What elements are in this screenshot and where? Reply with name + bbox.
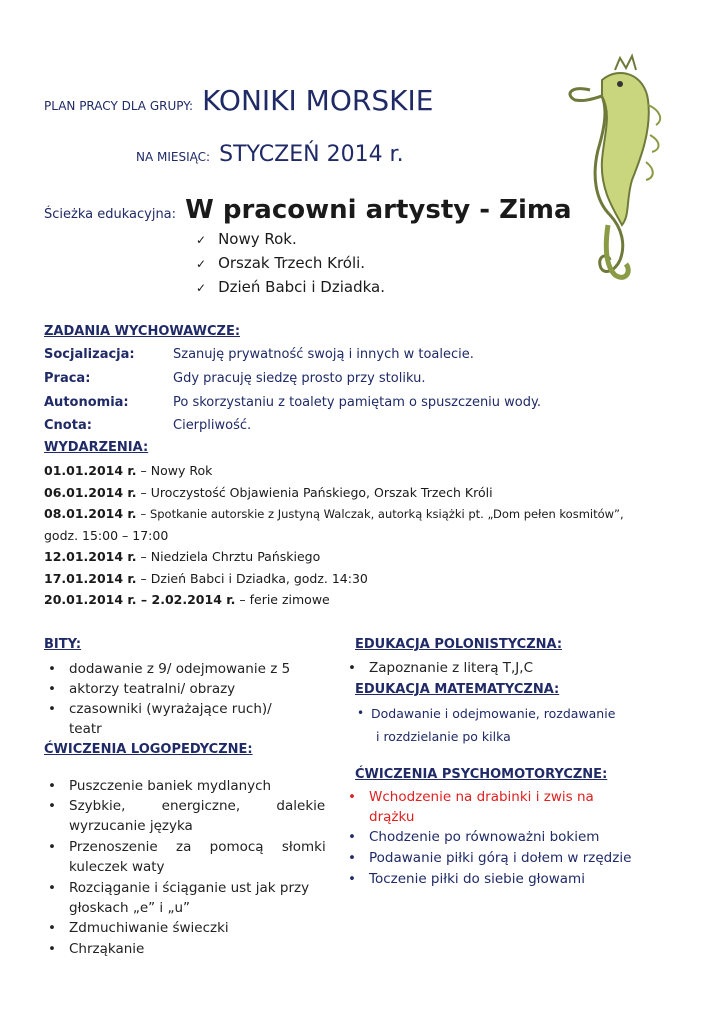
psycho-title: ĆWICZENIA PSYCHOMOTORYCZNE: (355, 767, 608, 782)
list-bullet: • (348, 850, 356, 866)
list-item: Podawanie piłki górą i dołem w rzędzie (369, 850, 632, 866)
event-row (44, 506, 624, 521)
list-item: wyrzucanie języka (69, 818, 193, 834)
task-label: Socjalizacja: (44, 347, 135, 362)
event-row (44, 485, 493, 500)
month-label: NA MIESIĄC: (136, 150, 211, 164)
list-item: Chodzenie po równoważni bokiem (369, 829, 600, 845)
task-value: Cierpliwość. (173, 418, 252, 433)
list-item: Chrząkanie (69, 941, 145, 957)
task-label: Cnota: (44, 418, 92, 433)
task-value: Gdy pracuję siedzę prosto przy stoliku. (173, 371, 426, 386)
bity-title: BITY: (44, 637, 82, 652)
theme-text: Dzień Babci i Dziadka. (218, 278, 385, 296)
plan-label: PLAN PRACY DLA GRUPY: (44, 99, 193, 113)
event-row (44, 528, 168, 543)
event-row (44, 549, 320, 564)
list-item: Puszczenie baniek mydlanych (69, 778, 272, 794)
path-value: W pracowni artysty - Zima (185, 195, 572, 225)
list-item: Dodawanie i odejmowanie, rozdawanie (371, 706, 616, 721)
list-bullet: • (48, 920, 56, 936)
list-item: Zapoznanie z literą T,J,C (369, 660, 533, 676)
list-bullet: • (357, 706, 365, 720)
event-row (44, 463, 212, 478)
check-icon: ✓ (196, 257, 207, 271)
bity-list (44, 659, 334, 719)
check-icon: ✓ (196, 281, 207, 295)
event-text: – Spotkanie autorskie z Justyną Walczak, autorką książki pt. „Dom pełen kosmitów”, (140, 507, 624, 521)
theme-item (196, 254, 365, 272)
list-bullet: • (348, 789, 356, 805)
theme-text: Orszak Trzech Króli. (218, 254, 366, 272)
list-item-continuation: teatr (69, 721, 102, 737)
list-item: kuleczek waty (69, 859, 165, 875)
event-text: – Nowy Rok (140, 463, 213, 478)
logo-title: ĆWICZENIA LOGOPEDYCZNE: (44, 742, 253, 757)
event-row (44, 571, 368, 586)
list-item-continuation: i rozdzielanie po kilka (376, 729, 511, 744)
list-item: Toczenie piłki do siebie głowami (369, 871, 585, 887)
event-row (44, 592, 330, 607)
task-label: Praca: (44, 371, 91, 386)
list-item: • aktorzy teatralni/ obrazy (44, 679, 334, 699)
list-item: Szybkie, energiczne, dalekie (69, 798, 326, 814)
events-title: WYDARZENIA: (44, 440, 149, 455)
list-bullet: • (48, 839, 56, 855)
theme-item (196, 278, 385, 296)
event-date: 17.01.2014 r. (44, 571, 137, 586)
task-value: Po skorzystaniu z toalety pamiętam o spuszczeniu wody. (173, 395, 541, 410)
theme-item (196, 230, 297, 248)
event-date: 01.01.2014 r. (44, 463, 137, 478)
list-bullet: • (48, 880, 56, 896)
path-label: Ścieżka edukacyjna: (44, 207, 177, 222)
path-line (44, 195, 572, 225)
list-bullet: • (48, 798, 56, 814)
list-item: • czasowniki (wyrażające ruch)/ (44, 699, 334, 719)
event-text: – ferie zimowe (239, 592, 330, 607)
month-line (136, 142, 404, 167)
list-item: • dodawanie z 9/ odejmowanie z 5 (44, 659, 334, 679)
event-date: 20.01.2014 r. – 2.02.2014 r. (44, 592, 236, 607)
list-bullet: • (48, 941, 56, 957)
event-date: 06.01.2014 r. (44, 485, 137, 500)
list-item-continuation: drążku (369, 809, 415, 825)
plan-title-line (44, 84, 433, 117)
theme-text: Nowy Rok. (218, 230, 297, 248)
check-icon: ✓ (196, 233, 207, 247)
list-item: Zdmuchiwanie świeczki (69, 920, 229, 936)
task-label: Autonomia: (44, 395, 129, 410)
list-item: Przenoszenie za pomocą słomki (69, 839, 326, 855)
event-date: 12.01.2014 r. (44, 549, 137, 564)
polish-title: EDUKACJA POLONISTYCZNA: (355, 637, 563, 652)
seahorse-illustration (560, 50, 680, 290)
list-item: Rozciąganie i ściąganie ust jak przy (69, 880, 310, 896)
list-bullet: • (48, 778, 56, 794)
math-title: EDUKACJA MATEMATYCZNA: (355, 682, 560, 697)
list-bullet: • (348, 829, 356, 845)
event-text: – Dzień Babci i Dziadka, godz. 14:30 (140, 571, 368, 586)
list-bullet: • (348, 660, 356, 676)
event-text: – Uroczystość Objawienia Pańskiego, Orszak Trzech Króli (140, 485, 493, 500)
list-bullet: • (348, 871, 356, 887)
event-text: – Niedziela Chrztu Pańskiego (140, 549, 321, 564)
task-value: Szanuję prywatność swoją i innych w toalecie. (173, 347, 474, 362)
list-item: Wchodzenie na drabinki i zwis na (369, 789, 594, 805)
list-item: głoskach „e” i „u” (69, 900, 190, 916)
event-date: 08.01.2014 r. (44, 506, 137, 521)
event-text: godz. 15:00 – 17:00 (44, 528, 169, 543)
month-value: STYCZEŃ 2014 r. (219, 142, 404, 167)
group-name: KONIKI MORSKIE (202, 84, 434, 117)
tasks-title: ZADANIA WYCHOWAWCZE: (44, 324, 241, 339)
